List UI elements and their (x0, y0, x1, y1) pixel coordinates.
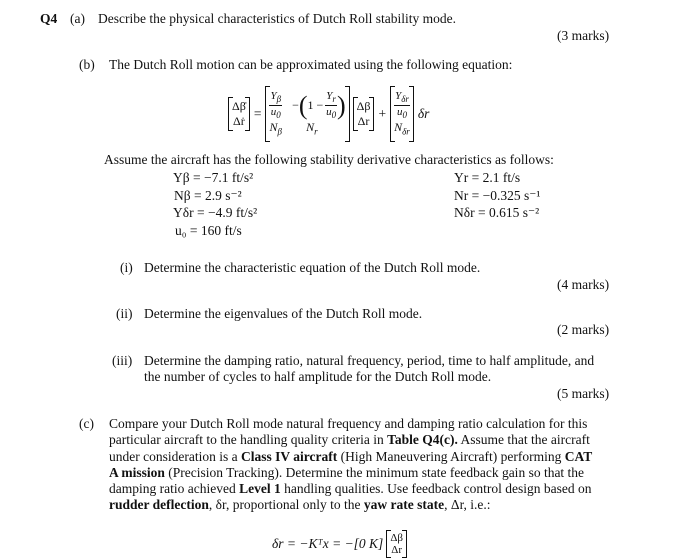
dutch-roll-equation: Δβ̇ Δṙ = $\frac{Y_\beta}{u_0}$ − ( 1 − $\frac{Y_r}{u_0}$ ) $N_\beta$ $N_r$ Δβ Δr + $\frac{Y_{\delta r}}{u_0}$ $N_{\delta r}$ δr (228, 85, 429, 143)
part-c-line5: damping ratio achieved Level 1 handling qualities. Use feedback control design based on (109, 481, 592, 497)
part-c-line1: Compare your Dutch Roll mode natural frequency and damping ratio calculation for this (109, 416, 588, 431)
assume-text: Assume the aircraft has the following stability derivative characteristics as follows: (104, 152, 554, 167)
part-b-iii-marks: (5 marks) (557, 386, 610, 401)
part-b-i-label: (i) (120, 260, 133, 275)
deriv-n-r: Nr = −0.325 s⁻¹ (454, 187, 541, 203)
question-number: Q4 (40, 11, 58, 26)
part-c-line4: A mission (Precision Tracking). Determine the minimum state feedback gain so that the (109, 464, 585, 480)
deriv-y-beta: Yβ = −7.1 ft/s² (173, 170, 254, 185)
state-vector: Δβ Δr (353, 97, 375, 131)
part-a-marks: (3 marks) (557, 28, 610, 43)
control-matrix: $\frac{Y_{\delta r}}{u_0}$ $N_{\delta r}$ (390, 86, 414, 142)
deriv-n-delta-r: Nδr = 0.615 s⁻² (454, 205, 540, 220)
part-a-text: Describe the physical characteristics of Dutch Roll stability mode. (98, 11, 457, 26)
part-c-line2: particular aircraft to the handling quality criteria in Table Q4(c). Assume that the aircraft (109, 432, 590, 448)
feedback-state-vector: Δβ Δr (386, 530, 407, 558)
derivatives-left (173, 169, 257, 239)
deriv-u0: u₀ = 160 ft/s (175, 222, 242, 238)
part-b-i-text: Determine the characteristic equation of the Dutch Roll mode. (144, 260, 481, 275)
part-b-text: The Dutch Roll motion can be approximated using the following equation: (109, 57, 513, 72)
feedback-equation (272, 530, 407, 558)
part-c-body (109, 416, 592, 514)
part-c-line3: under consideration is a Class IV aircraft (High Maneuvering Aircraft) performing CAT (109, 448, 593, 464)
part-b-i-marks: (4 marks) (557, 277, 610, 292)
deriv-n-beta: Nβ = 2.9 s⁻² (174, 187, 242, 203)
state-derivative-vector: Δβ̇ Δṙ (228, 97, 250, 131)
part-b-iii-label: (iii) (112, 353, 133, 368)
part-b-label: (b) (79, 57, 95, 72)
part-c-line6: rudder deflection, δr, proportional only to the yaw rate state, Δr, i.e.: (109, 497, 491, 513)
deriv-y-r: Yr = 2.1 ft/s (454, 170, 521, 185)
part-c-label: (c) (79, 416, 94, 431)
system-matrix: $\frac{Y_\beta}{u_0}$ − ( 1 − $\frac{Y_r}{u_0}$ ) $N_\beta$ $N_r$ (265, 86, 349, 142)
part-b-iii-line1: Determine the damping ratio, natural frequency, period, time to half amplitude, and (144, 353, 595, 368)
part-b-ii-label: (ii) (116, 306, 133, 321)
part-a-label: (a) (70, 11, 85, 26)
derivatives-right (454, 169, 540, 222)
deriv-y-delta-r: Yδr = −4.9 ft/s² (173, 205, 258, 220)
feedback-equation-text: δr = −Kᵀx = −[0 K] (272, 536, 384, 551)
part-b-ii-marks: (2 marks) (557, 322, 610, 337)
part-b-iii-line2: the number of cycles to half amplitude for the Dutch Roll mode. (144, 369, 492, 384)
part-b-ii-text: Determine the eigenvalues of the Dutch Roll mode. (144, 306, 423, 321)
